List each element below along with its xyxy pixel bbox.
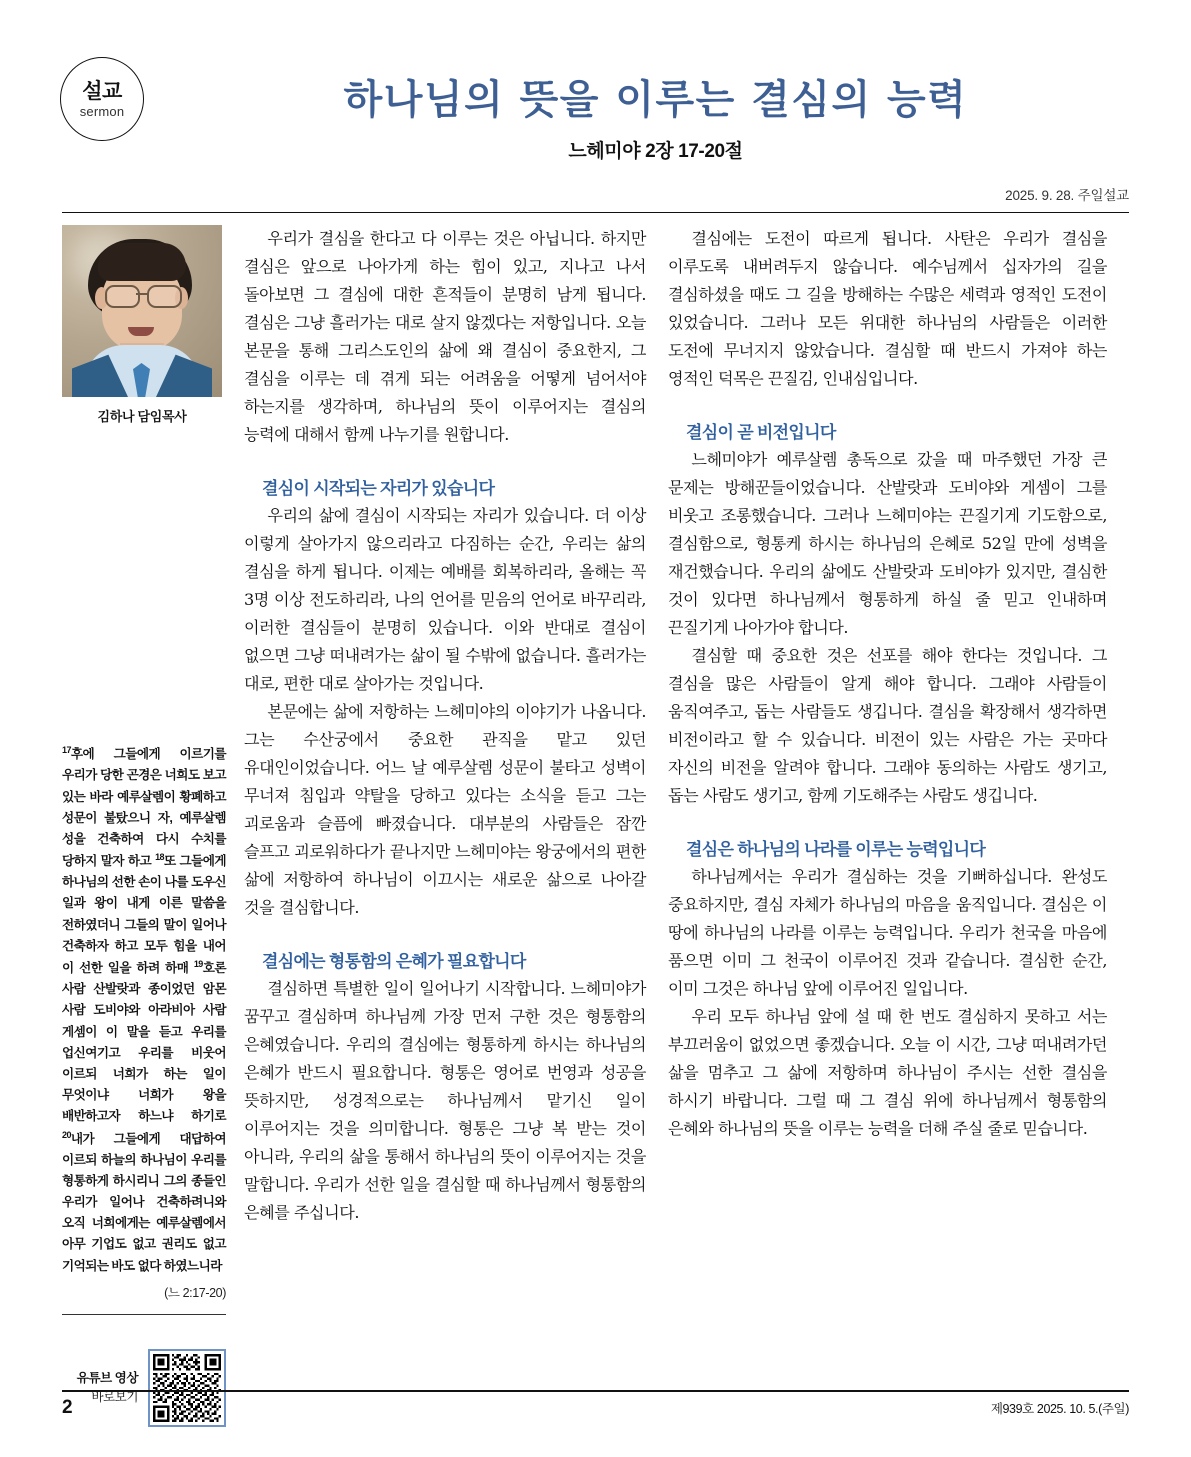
scripture-verse bbox=[62, 851, 226, 976]
body-paragraph: 우리의 삶에 결심이 시작되는 자리가 있습니다. 더 이상 이렇게 살아가지 않으리라고 다짐하는 순간, 우리는 삶의 결심을 하게 됩니다. 이제는 예배를 회복하리라, 올해는 꼭 3명 이상 전도하리라, 나의 언어를 믿음의 언어로 바꾸리라, 이러한 결심들이 분명히 있습니다. 이와 반대로 결심이 없으면 그냥 떠내려가는 삶이 될 수밖에 없습니다. 흘러가는 대로, 편한 대로 살아가는 것입니다. bbox=[244, 506, 646, 693]
glasses-icon bbox=[102, 285, 182, 305]
pastor-photo bbox=[62, 225, 222, 397]
body-paragraph: 본문에는 삶에 저항하는 느헤미야의 이야기가 나옵니다. 그는 수산궁에서 중요한 관직을 맡고 있던 유대인이었습니다. 어느 날 예루살렘 성문이 불타고 성벽이 무너져 침입과 약탈을 당하고 있다는 소식을 듣고 그는 괴로움과 슬픔에 빠졌습니다. 대부분의 사람들은 잠깐 슬프고 괴로워하다가 끝나지만 느헤미야는 왕궁에서의 편한 삶에 저항하여 하나님이 이끄시는 새로운 삶으로 나아갈 것을 결심합니다. bbox=[244, 702, 646, 917]
masthead bbox=[0, 0, 1191, 203]
sidebar-divider bbox=[62, 1314, 226, 1315]
verse-text: 또 그들에게 하나님의 선한 손이 나를 도우신 일과 왕이 내게 이른 말씀을 전하였더니 그들의 말이 일어나 건축하자 하고 모두 힘을 내어 이 선한 일을 하려 하매 bbox=[62, 854, 226, 976]
body-paragraph: 결심할 때 중요한 것은 선포를 해야 한다는 것입니다. 그 결심을 많은 사람들이 알게 해야 합니다. 그래야 사람들이 움직여주고, 돕는 사람들도 생깁니다. 결심을 확장해서 생각하면 비전이라고 할 수 있습니다. 비전이 있는 사람은 가는 곳마다 자신의 비전을 알려야 합니다. 그래야 동의하는 사람도 생기고, 돕는 사람도 생기고, 함께 기도해주는 사람도 생깁니다. bbox=[668, 646, 1107, 805]
section-heading: 결심이 시작되는 자리가 있습니다 bbox=[262, 479, 495, 498]
header-divider bbox=[62, 212, 1129, 213]
qr-caption-line1: 유튜브 영상 bbox=[76, 1371, 138, 1386]
body-paragraph: 결심에는 도전이 따르게 됩니다. 사탄은 우리가 결심을 이루도록 내버려두지 않습니다. 예수님께서 십자가의 길을 결심하셨을 때도 그 길을 방해하는 수많은 세력과 영적인 도전이 있었습니다. 그러나 모든 위대한 하나님의 사람들은 이러한 도전에 무너지지 않았습니다. 결심할 때 반드시 가져야 하는 영적인 덕목은 끈질김, 인내심입니다. bbox=[668, 229, 1107, 388]
pastor-photo-caption: 김하나 담임목사 bbox=[97, 409, 187, 424]
body-paragraph: 우리 모두 하나님 앞에 설 때 한 번도 결심하지 못하고 서는 부끄러움이 없었으면 좋겠습니다. 오늘 이 시간, 그냥 떠내려가던 삶을 멈추고 그 삶에 저항하며 하나님이 주시는 선한 결심을 하시기 바랍니다. 그럴 때 그 결심 위에 하나님께서 형통함의 은혜와 하나님의 뜻을 이루는 능력을 더해 주실 줄로 믿습니다. bbox=[668, 1007, 1107, 1138]
scripture-passage bbox=[62, 743, 226, 1277]
sermon-badge bbox=[60, 57, 144, 141]
sermon-badge-english-label: sermon bbox=[79, 103, 125, 119]
sermon-badge-korean-label: 설교 bbox=[82, 79, 122, 103]
verse-number: 19 bbox=[193, 958, 203, 969]
verse-text: 후에 그들에게 이르기를 우리가 당한 곤경은 너희도 보고 있는 바라 예루살렘이 황폐하고 성문이 불탔으니 자, 예루살렘 성을 건축하여 다시 수치를 당하지 말자 하고 bbox=[62, 747, 226, 869]
text-column-left bbox=[244, 225, 668, 1427]
section-heading: 결심에는 형통함의 은혜가 필요합니다 bbox=[262, 952, 526, 971]
scripture-citation: (느 2:17-20) bbox=[164, 1285, 226, 1300]
sermon-date: 2025. 9. 28. 주일설교 bbox=[1005, 188, 1129, 203]
body-paragraph: 결심하면 특별한 일이 일어나기 시작합니다. 느헤미야가 꿈꾸고 결심하며 하나님께 가장 먼저 구한 것은 형통함의 은혜였습니다. 우리의 결심에는 형통하게 하시는 하나님의 은혜가 반드시 필요합니다. 형통은 영어로 번영과 성공을 뜻하지만, 성경적으로는 하나님께서 맡기신 일이 이루어지는 것을 의미합니다. 형통은 그냥 복 받는 것이 아니라, 우리의 삶을 통해서 하나님의 뜻이 이루어지는 것을 말합니다. 우리가 선한 일을 결심할 때 하나님께서 형통함의 은혜를 주십니다. bbox=[244, 979, 646, 1222]
body-paragraph: 느헤미야가 예루살렘 총독으로 갔을 때 마주했던 가장 큰 문제는 방해꾼들이었습니다. 산발랏과 도비야와 게셈이 그를 비웃고 조롱했습니다. 그러나 느헤미야는 끈질기게 기도함으로, 결심함으로, 형통케 하시는 하나님의 은혜로 52일 만에 성벽을 재건했습니다. 우리의 삶에도 산발랏과 도비야가 있지만, 결심한 것이 있다면 하나님께서 형통하게 하실 줄 믿고 인내하며 끈질기게 나아가야 합니다. bbox=[668, 450, 1107, 637]
scripture-verse bbox=[62, 747, 226, 868]
verse-number: 18 bbox=[155, 851, 164, 862]
scripture-reference-subtitle: 느헤미야 2장 17-20절 bbox=[568, 141, 743, 162]
text-column-right bbox=[668, 225, 1107, 1427]
verse-text: 호론 사람 산발랏과 종이었던 암몬 사람 도비야와 아라비아 사람 게셈이 이 말을 듣고 우리를 업신여기고 우리를 비웃어 이르되 너희가 하는 일이 무엇이냐 너희가 왕을 배반하고자 하느냐 하기로 bbox=[62, 961, 226, 1124]
scripture-verse bbox=[62, 1129, 226, 1273]
qr-caption-line2: 바로보기 bbox=[91, 1389, 138, 1404]
verse-text: 내가 그들에게 대답하여 이르되 하늘의 하나님이 우리를 형통하게 하시리니 그의 종들인 우리가 일어나 건축하려니와 오직 너희에게는 예루살렘에서 아무 기업도 없고 권리도 없고 기억되는 바도 없다 하였느니라 bbox=[62, 1131, 226, 1273]
issue-info: 제939호 2025. 10. 5.(주일) bbox=[990, 1402, 1129, 1416]
page-number: 2 bbox=[62, 1397, 73, 1418]
footer-divider bbox=[62, 1390, 1129, 1392]
title-block bbox=[180, 78, 1131, 163]
verse-number: 20 bbox=[62, 1129, 71, 1140]
section-heading: 결심은 하나님의 나라를 이루는 능력입니다 bbox=[686, 840, 986, 859]
section-heading: 결심이 곧 비전입니다 bbox=[686, 423, 836, 442]
page-title: 하나님의 뜻을 이루는 결심의 능력 bbox=[343, 76, 968, 123]
sidebar-column bbox=[62, 225, 244, 1427]
scripture-verse bbox=[62, 958, 226, 1124]
verse-number: 17 bbox=[62, 745, 71, 755]
body-paragraph: 하나님께서는 우리가 결심하는 것을 기뻐하십니다. 완성도 중요하지만, 결심 자체가 하나님의 마음을 움직입니다. 결심은 이 땅에 하나님의 나라를 이루는 능력입니다. 우리가 천국을 마음에 품으면 이미 그 천국이 이루어진 것과 같습니다. 결심한 순간, 이미 그것은 하나님 앞에 이루어진 일입니다. bbox=[668, 867, 1107, 998]
body-paragraph: 우리가 결심을 한다고 다 이루는 것은 아닙니다. 하지만 결심은 앞으로 나아가게 하는 힘이 있고, 지나고 나서 돌아보면 그 결심에 대한 흔적들이 분명히 남게 됩니다. 결심은 그냥 흘러가는 대로 살지 않겠다는 저항입니다. 오늘 본문을 통해 그리스도인의 삶에 왜 결심이 중요한지, 그 결심을 이루는 데 겪게 되는 어려움을 어떻게 넘어서야 하는지를 생각하며, 하나님의 뜻이 이루어지는 결심의 능력에 대해서 함께 나누기를 원합니다. bbox=[244, 229, 646, 444]
page-footer bbox=[62, 1397, 1129, 1419]
article-body bbox=[62, 225, 1129, 1427]
